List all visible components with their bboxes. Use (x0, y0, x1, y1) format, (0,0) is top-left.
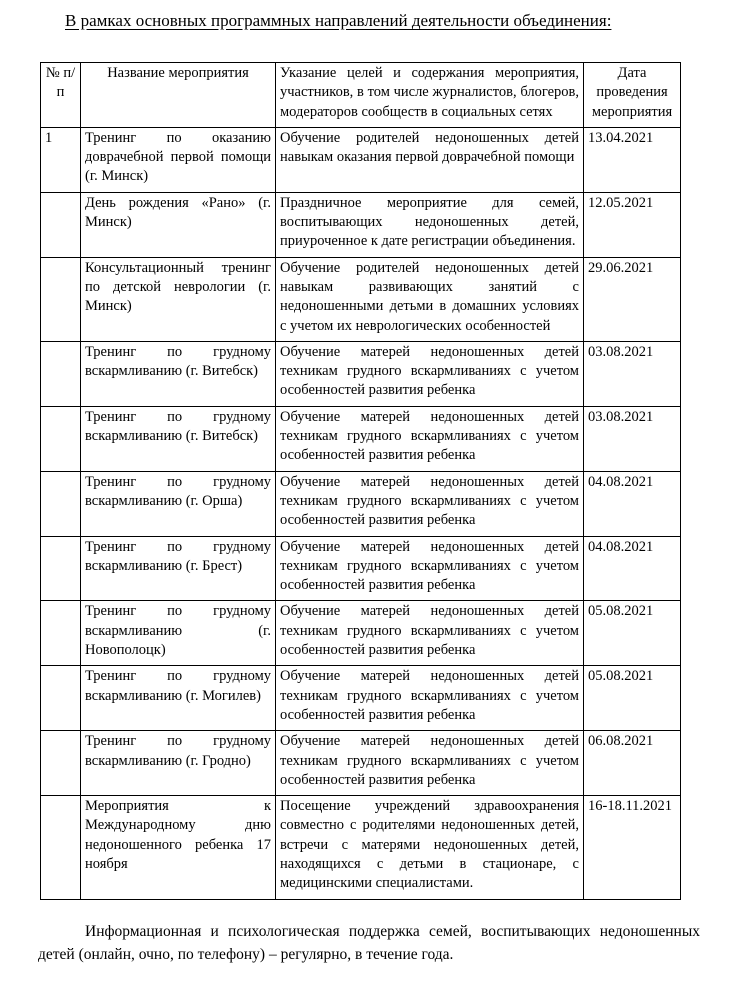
cell-number (41, 471, 81, 536)
cell-event-name: Тренинг по грудному вскармливанию (г. Орша) (81, 471, 276, 536)
cell-event-name: Тренинг по грудному вскармливанию (г. Витебск) (81, 341, 276, 406)
cell-description: Обучение матерей недоношенных детей техникам грудного вскармливаниях с учетом особенностей развития ребенка (276, 731, 584, 796)
cell-event-name: Мероприятия к Международному дню недоношенного ребенка 17 ноября (81, 796, 276, 899)
events-table (40, 62, 681, 900)
cell-description: Обучение родителей недоношенных детей навыкам развивающих занятий с недоношенными детьми в домашних условиях с учетом их неврологических особенностей (276, 257, 584, 341)
cell-event-name: Тренинг по грудному вскармливанию (г. Гродно) (81, 731, 276, 796)
cell-number (41, 257, 81, 341)
cell-description: Праздничное мероприятие для семей, воспитывающих недоношенных детей, приуроченное к дате регистрации объединения. (276, 192, 584, 257)
cell-description: Обучение родителей недоношенных детей навыкам оказания первой доврачебной помощи (276, 127, 584, 192)
cell-description: Обучение матерей недоношенных детей техникам грудного вскармливаниях с учетом особенностей развития ребенка (276, 406, 584, 471)
header-event-name: Название мероприятия (81, 63, 276, 128)
cell-description: Обучение матерей недоношенных детей техникам грудного вскармливаниях с учетом особенностей развития ребенка (276, 536, 584, 601)
cell-number (41, 601, 81, 666)
cell-date: 04.08.2021 (584, 471, 681, 536)
cell-description: Обучение матерей недоношенных детей техникам грудного вскармливаниях с учетом особенностей развития ребенка (276, 341, 584, 406)
cell-date: 29.06.2021 (584, 257, 681, 341)
cell-date: 05.08.2021 (584, 601, 681, 666)
cell-event-name: День рождения «Рано» (г. Минск) (81, 192, 276, 257)
header-date: Дата проведения мероприятия (584, 63, 681, 128)
table-row (41, 192, 681, 257)
cell-number (41, 406, 81, 471)
cell-date: 06.08.2021 (584, 731, 681, 796)
cell-number (41, 731, 81, 796)
table-row (41, 406, 681, 471)
cell-date: 13.04.2021 (584, 127, 681, 192)
cell-event-name: Тренинг по грудному вскармливанию (г. Могилев) (81, 666, 276, 731)
cell-date: 03.08.2021 (584, 341, 681, 406)
table-body (41, 127, 681, 899)
cell-event-name: Тренинг по грудному вскармливанию (г. Витебск) (81, 406, 276, 471)
cell-event-name: Тренинг по грудному вскармливанию (г. Новополоцк) (81, 601, 276, 666)
table-row (41, 601, 681, 666)
cell-number (41, 536, 81, 601)
cell-description: Посещение учреждений здравоохранения совместно с родителями недоношенных детей, встречи с матерями недоношенных детей, находящихся с детьми в стационаре, с медицинскими специалистами. (276, 796, 584, 899)
footer-paragraph: Информационная и психологическая поддержка семей, воспитывающих недоношенных детей (онлайн, очно, по телефону) – регулярно, в течение года. (38, 922, 700, 963)
cell-date: 12.05.2021 (584, 192, 681, 257)
table-row (41, 471, 681, 536)
page-title-text: В рамках основных программных направлений деятельности объединения: (65, 11, 612, 30)
table-row (41, 796, 681, 899)
table-row (41, 341, 681, 406)
cell-description: Обучение матерей недоношенных детей техникам грудного вскармливаниях с учетом особенностей развития ребенка (276, 666, 584, 731)
table-row (41, 666, 681, 731)
cell-number (41, 796, 81, 899)
cell-number (41, 192, 81, 257)
cell-date: 05.08.2021 (584, 666, 681, 731)
cell-event-name: Тренинг по оказанию доврачебной первой помощи (г. Минск) (81, 127, 276, 192)
cell-description: Обучение матерей недоношенных детей техникам грудного вскармливаниях с учетом особенностей развития ребенка (276, 471, 584, 536)
cell-description: Обучение матерей недоношенных детей техникам грудного вскармливаниях с учетом особенностей развития ребенка (276, 601, 584, 666)
table-row (41, 731, 681, 796)
page-title (38, 10, 700, 32)
table-header-row (41, 63, 681, 128)
cell-date: 04.08.2021 (584, 536, 681, 601)
table-row (41, 127, 681, 192)
table-row (41, 257, 681, 341)
cell-number (41, 666, 81, 731)
header-number: № п/п (41, 63, 81, 128)
cell-number (41, 341, 81, 406)
table-row (41, 536, 681, 601)
header-goals-content: Указание целей и содержания мероприятия, участников, в том числе журналистов, блогеров, модераторов сообществ в социальных сетях (276, 63, 584, 128)
cell-event-name: Тренинг по грудному вскармливанию (г. Брест) (81, 536, 276, 601)
cell-event-name: Консультационный тренинг по детской неврологии (г. Минск) (81, 257, 276, 341)
cell-date: 16-18.11.2021 (584, 796, 681, 899)
cell-number: 1 (41, 127, 81, 192)
cell-date: 03.08.2021 (584, 406, 681, 471)
